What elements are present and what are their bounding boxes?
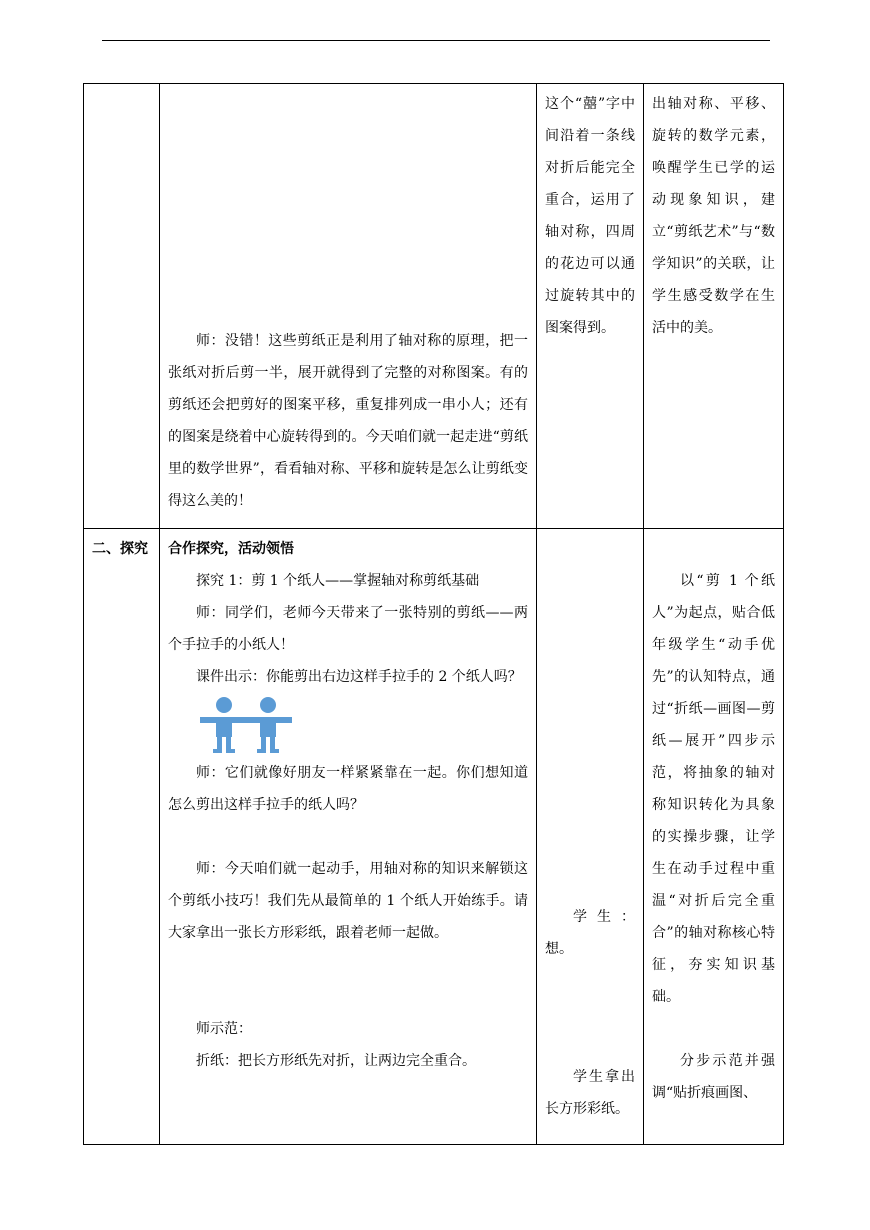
student-paragraph: 这个“囍”字中间沿着一条线对折后能完全重合，运用了轴对称，四周的花边可以通过旋转其中的图案得到。 (545, 96, 635, 336)
paper-doll-right (244, 697, 292, 753)
teacher-paragraph: 课件出示：你能剪出右边这样手拉手的 2 个纸人吗？ (196, 669, 522, 685)
teacher-paragraph: 折纸：把长方形纸先对折，让两边完全重合。 (196, 1053, 476, 1069)
teacher-paragraph: 师：同学们，老师今天带来了一张特别的剪纸——两个手拉手的小纸人！ (168, 605, 528, 653)
table-row (84, 529, 784, 1145)
teacher-paragraph: 师：没错！这些剪纸正是利用了轴对称的原理，把一张纸对折后剪一半，展开就得到了完整的对称图案。有的剪纸还会把剪好的图案平移，重复排列成一串小人；还有的图案是绕着中心旋转得到的。今天咱们就一起走进“剪纸里的数学世界”，看看轴对称、平移和旋转是怎么让剪纸变得这么美的！ (168, 333, 528, 509)
intent-paragraph: 以“剪 1 个纸人”为起点，贴合低年级学生“动手优先”的认知特点，通过“折纸—画图—剪纸—展开”四步示范，将抽象的轴对称知识转化为具象的实操步骤，让学生在动手过程中重温“对折后完全重合”的轴对称核心特征，夯实知识基础。 (652, 573, 775, 1005)
teacher-paragraph: 师示范： (196, 1021, 252, 1037)
teacher-activity-cell (160, 84, 537, 529)
teacher-activity-cell (160, 529, 537, 1145)
student-paragraph: 学生拿出长方形彩纸。 (545, 1069, 635, 1117)
stage-cell (84, 84, 160, 529)
stage-label: 二、探究 (92, 541, 148, 557)
intent-paragraph: 分步示范并强调“贴折痕画图、 (652, 1053, 775, 1101)
paper-doll-left (200, 697, 248, 753)
stage-cell (84, 529, 160, 1145)
paper-dolls-figure (200, 693, 310, 757)
student-activity-cell (537, 84, 644, 529)
teacher-paragraph: 探究 1：剪 1 个纸人——掌握轴对称剪纸基础 (196, 573, 480, 589)
intent-paragraph: 出轴对称、平移、旋转的数学元素，唤醒学生已学的运动现象知识，建立“剪纸艺术”与“数学知识”的关联，让学生感受数学在生活中的美。 (652, 96, 775, 336)
student-activity-cell (537, 529, 644, 1145)
teacher-paragraph: 师：今天咱们就一起动手，用轴对称的知识来解锁这个剪纸小技巧！我们先从最简单的 1 个纸人开始练手。请大家拿出一张长方形彩纸，跟着老师一起做。 (168, 861, 528, 941)
design-intent-cell (644, 529, 784, 1145)
student-paragraph: 学生：想。 (545, 909, 635, 957)
header-rule (102, 40, 770, 41)
section-heading: 合作探究，活动领悟 (168, 541, 294, 557)
lesson-plan-table (83, 83, 784, 1145)
design-intent-cell (644, 84, 784, 529)
table-row (84, 84, 784, 529)
teacher-paragraph: 师：它们就像好朋友一样紧紧靠在一起。你们想知道怎么剪出这样手拉手的纸人吗？ (168, 765, 528, 813)
